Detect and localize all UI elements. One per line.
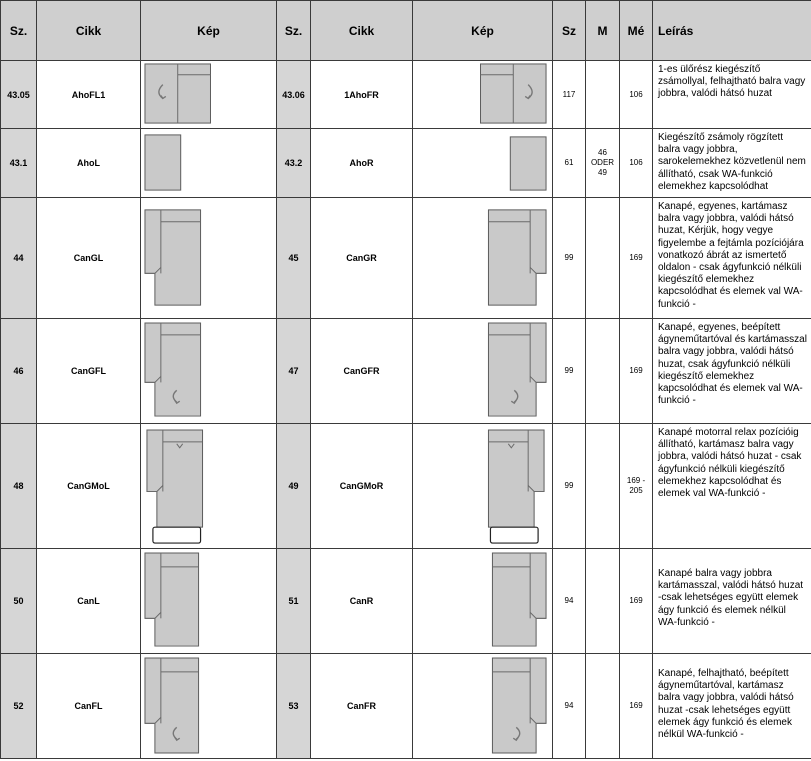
table-row [1, 198, 811, 319]
item-number-left: 43.05 [1, 61, 37, 129]
width-value: 61 [553, 129, 586, 198]
item-number-left: 44 [1, 198, 37, 319]
header-sz-right: Sz. [277, 1, 311, 61]
item-code-left: AhoL [37, 129, 141, 198]
height-value [586, 319, 620, 424]
height-value [586, 424, 620, 549]
item-number-right: 51 [277, 549, 311, 654]
width-value: 94 [553, 549, 586, 654]
description-text: Kanapé, egyenes, beépített ágyneműtartóval és kartámasszal balra vagy jobbra, valódi hátsó huzat, csak ágyfunkció nélküli kiegészítő elemekhez kapcsolódhat és elemek val WA-funkció - [653, 319, 811, 424]
item-number-right: 47 [277, 319, 311, 424]
item-number-right: 49 [277, 424, 311, 549]
header-width: Sz [553, 1, 586, 61]
table-row [1, 424, 811, 549]
table-row [1, 654, 811, 759]
seat-extension-foldable-left-icon [141, 61, 277, 129]
chaise-left-icon [141, 198, 277, 319]
width-value: 117 [553, 61, 586, 129]
item-number-right: 43.2 [277, 129, 311, 198]
chaise-narrow-storage-right-icon [413, 654, 553, 759]
item-number-left: 50 [1, 549, 37, 654]
description-text: Kanapé balra vagy jobbra kartámasszal, valódi hátsó huzat -csak lehetséges együtt elemek ágy funkció és elemek nélkül WA-funkció - [653, 549, 811, 654]
description-text: Kiegészítő zsámoly rögzített balra vagy jobbra, sarokelemekhez közvetlenül nem állítható, csak WA-funkció elemekhez kapcsolódhat [653, 129, 811, 198]
item-number-right: 53 [277, 654, 311, 759]
item-code-left: CanL [37, 549, 141, 654]
description-text: Kanapé, egyenes, kartámasz balra vagy jobbra, valódi hátsó huzat, Kérjük, hogy vegye figyelembe a fejtámla pozíciójára vonatkozó ábrát az ismertető oldalon - csak ágyfunkció nélküli kiegészítő elemekhez kapcsolódhat és elemek val WA-funkció - [653, 198, 811, 319]
item-code-right: AhoR [311, 129, 413, 198]
header-sz: Sz. [1, 1, 37, 61]
item-code-right: CanGR [311, 198, 413, 319]
stool-right-icon [413, 129, 553, 198]
item-number-right: 45 [277, 198, 311, 319]
item-code-right: CanR [311, 549, 413, 654]
depth-value: 106 [620, 129, 653, 198]
height-value [586, 61, 620, 129]
stool-left-icon [141, 129, 277, 198]
chaise-motor-left-icon [141, 424, 277, 549]
depth-value: 169 [620, 549, 653, 654]
item-code-left: CanGMoL [37, 424, 141, 549]
item-code-left: AhoFL1 [37, 61, 141, 129]
item-code-left: CanGL [37, 198, 141, 319]
chaise-motor-right-icon [413, 424, 553, 549]
height-value [586, 654, 620, 759]
chaise-storage-right-icon [413, 319, 553, 424]
width-value: 99 [553, 424, 586, 549]
item-code-left: CanFL [37, 654, 141, 759]
header-depth: Mé [620, 1, 653, 61]
height-value [586, 549, 620, 654]
width-value: 99 [553, 319, 586, 424]
chaise-right-icon [413, 198, 553, 319]
item-number-right: 43.06 [277, 61, 311, 129]
description-text: Kanapé motorral relax pozícióig állítható, kartámasz balra vagy jobbra, valódi hátsó huzat - csak ágyfunkció nélküli kiegészítő elemekhez kapcsolódhat és elemek val WA-funkció - [653, 424, 811, 549]
item-number-left: 43.1 [1, 129, 37, 198]
description-text: 1-es ülőrész kiegészítő zsámollyal, felhajtható balra vagy jobbra, valódi hátsó huzat [653, 61, 811, 129]
item-code-right: CanFR [311, 654, 413, 759]
depth-value: 106 [620, 61, 653, 129]
height-value: 46 ODER 49 [586, 129, 620, 198]
chaise-narrow-storage-left-icon [141, 654, 277, 759]
table-row [1, 549, 811, 654]
depth-value: 169 [620, 654, 653, 759]
table-row [1, 129, 811, 198]
item-number-left: 46 [1, 319, 37, 424]
table-row [1, 319, 811, 424]
item-code-right: CanGMoR [311, 424, 413, 549]
header-height: M [586, 1, 620, 61]
item-code-left: CanGFL [37, 319, 141, 424]
width-value: 94 [553, 654, 586, 759]
item-code-right: 1AhoFR [311, 61, 413, 129]
depth-value: 169 - 205 [620, 424, 653, 549]
header-kep: Kép [141, 1, 277, 61]
header-cikk-right: Cikk [311, 1, 413, 61]
header-kep-right: Kép [413, 1, 553, 61]
header-cikk: Cikk [37, 1, 141, 61]
table-header-row [1, 1, 811, 61]
width-value: 99 [553, 198, 586, 319]
item-code-right: CanGFR [311, 319, 413, 424]
height-value [586, 198, 620, 319]
item-number-left: 48 [1, 424, 37, 549]
depth-value: 169 [620, 319, 653, 424]
table-row [1, 61, 811, 129]
description-text: Kanapé, felhajtható, beépített ágyneműtartóval, kartámasz balra vagy jobbra, valódi hátsó huzat -csak lehetséges együtt elemek ágy funkció és elemek nélkül WA-funkció - [653, 654, 811, 759]
chaise-narrow-right-icon [413, 549, 553, 654]
chaise-storage-left-icon [141, 319, 277, 424]
depth-value: 169 [620, 198, 653, 319]
header-description: Leírás [653, 1, 811, 61]
seat-extension-foldable-right-icon [413, 61, 553, 129]
chaise-narrow-left-icon [141, 549, 277, 654]
item-number-left: 52 [1, 654, 37, 759]
